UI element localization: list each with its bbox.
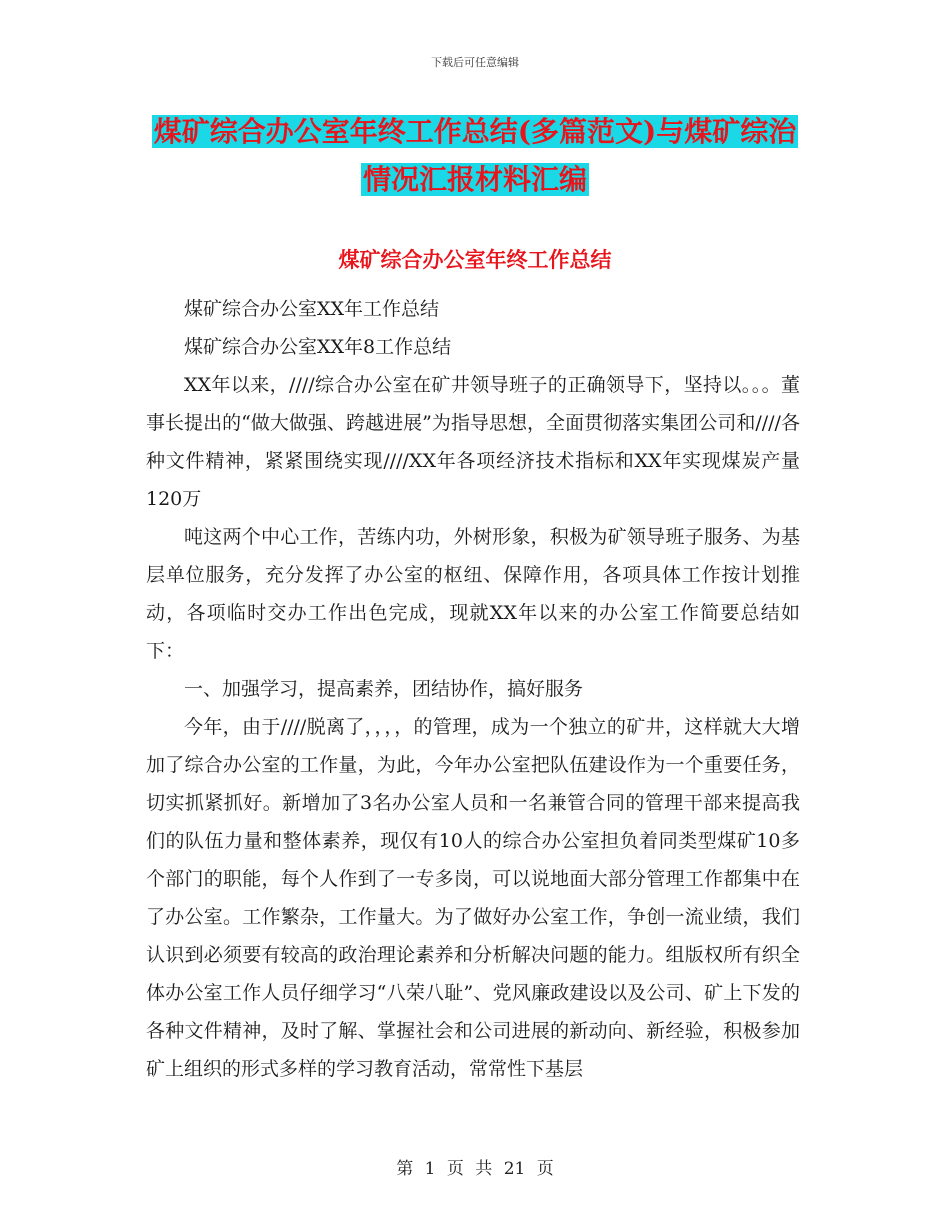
paragraph: 吨这两个中心工作，苦练内功，外树形象，积极为矿领导班子服务、为基层单位服务，充分发挥了办公室的枢纽、保障作用，各项具体工作按计划推动，各项临时交办工作出色完成，现就XX年以来的办公室工作简要总结如下：: [146, 526, 800, 662]
paragraph: XX年以来，////综合办公室在矿井领导班子的正确领导下，坚持以。。。董事长提出的“做大做强、跨越进展”为指导思想，全面贯彻落实集团公司和////各种文件精神，紧紧围绕实现////XX年各项经济技术指标和XX年实现煤炭产量120万: [146, 374, 800, 510]
page-number-footer: 第 1 页 共 21 页: [396, 1159, 554, 1179]
document-title-line-1: 煤矿综合办公室年终工作总结(多篇范文)与煤矿综治: [153, 115, 797, 148]
paragraph: 煤矿综合办公室XX年8工作总结: [184, 336, 452, 358]
document-title-line-2: 情况汇报材料汇编: [362, 163, 587, 196]
header-note: 下载后可任意编辑: [431, 56, 519, 69]
paragraph: 煤矿综合办公室XX年工作总结: [184, 298, 440, 320]
paragraph: 一、加强学习，提高素养，团结协作，搞好服务: [184, 678, 584, 700]
paragraph: 今年，由于////脱离了，，，，的管理，成为一个独立的矿井，这样就大大增加了综合办公室的工作量，为此，今年办公室把队伍建设作为一个重要任务，切实抓紧抓好。新增加了3名办公室人员和一名兼管合同的管理干部来提高我们的队伍力量和整体素养，现仅有10人的综合办公室担负着同类型煤矿10多个部门的职能，每个人作到了一专多岗，可以说地面大部分管理工作都集中在了办公室。工作繁杂，工作量大。为了做好办公室工作，争创一流业绩，我们认识到必须要有较高的政治理论素养和分析解决问题的能力。组版权所有织全体办公室工作人员仔细学习“八荣八耻”、党风廉政建设以及公司、矿上下发的各种文件精神，及时了解、掌握社会和公司进展的新动向、新经验，积极参加矿上组织的形式多样的学习教育活动，常常性下基层: [146, 716, 800, 1080]
document-title: [0, 108, 950, 204]
document-body: [146, 290, 800, 1088]
section-title: 煤矿综合办公室年终工作总结: [338, 247, 612, 272]
